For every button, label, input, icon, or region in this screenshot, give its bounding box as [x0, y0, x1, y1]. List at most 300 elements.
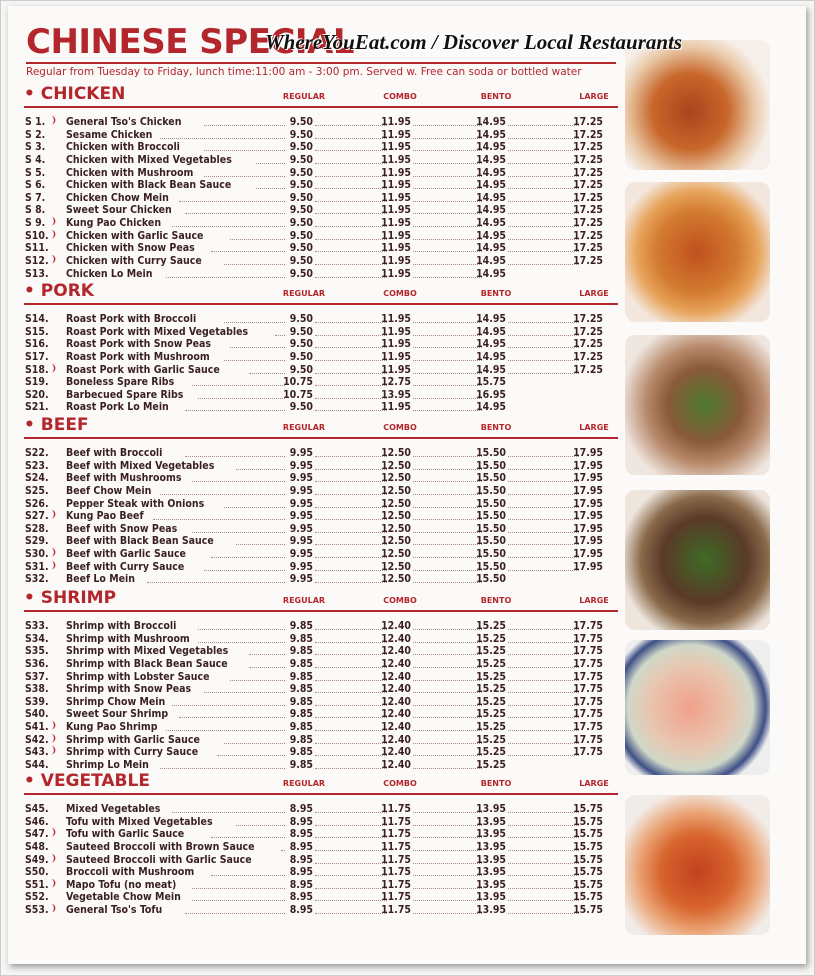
item-name: Pepper Steak with Onions [66, 497, 205, 510]
menu-item [24, 561, 618, 574]
item-name: Vegetable Chow Mein [66, 891, 181, 904]
menu-section [24, 86, 618, 280]
menu-item [24, 879, 618, 892]
item-code: S26. [25, 497, 49, 510]
price-regular: 9.50 [289, 153, 313, 166]
price-regular: 9.85 [289, 695, 313, 708]
spicy-icon: ❩ [50, 255, 57, 266]
price-combo: 11.75 [381, 828, 411, 841]
section-title: • SHRIMP [24, 588, 117, 608]
price-bento: 14.95 [476, 338, 506, 351]
watermark: WhereYouEat.com / Discover Local Restaurants [265, 30, 683, 54]
menu-item [24, 472, 618, 485]
price-regular: 9.85 [289, 746, 313, 759]
item-name: Roast Pork with Garlic Sauce [66, 363, 220, 376]
price-combo: 12.40 [381, 620, 411, 632]
menu-item [24, 696, 618, 709]
item-name: Beef with Snow Peas [66, 522, 178, 535]
item-code: S 3. [25, 141, 46, 154]
price-bento: 14.95 [476, 242, 506, 255]
column-header-regular: REGULAR [282, 596, 326, 605]
menu-item [24, 116, 618, 129]
price-bento: 13.95 [476, 904, 506, 917]
subtitle: Regular from Tuesday to Friday, lunch time:11:00 am - 3:00 pm. Served w. Free can soda or bottled water [26, 66, 582, 78]
price-large: 15.75 [573, 815, 603, 828]
price-combo: 11.95 [381, 153, 411, 166]
item-name: General Tso's Chicken [66, 116, 182, 128]
price-bento: 15.50 [476, 484, 506, 497]
price-combo: 12.50 [381, 548, 411, 561]
price-regular: 9.50 [289, 267, 313, 280]
menu-item [24, 803, 618, 816]
price-large: 17.25 [573, 242, 603, 255]
item-code: S22. [25, 447, 49, 459]
item-code: S10. [25, 229, 49, 242]
price-regular: 9.95 [289, 510, 313, 523]
item-name: Tofu with Mixed Vegetables [66, 815, 213, 828]
item-name: Shrimp Chow Mein [66, 695, 166, 708]
item-name: Shrimp with Snow Peas [66, 683, 192, 696]
price-regular: 8.95 [289, 840, 313, 853]
price-regular: 9.85 [289, 632, 313, 645]
price-bento: 14.95 [476, 325, 506, 338]
price-large: 17.75 [573, 683, 603, 696]
price-combo: 11.75 [381, 891, 411, 904]
price-large: 15.75 [573, 878, 603, 891]
item-code: S53. [25, 904, 49, 917]
item-name: Chicken with Mushroom [66, 166, 194, 179]
item-name: General Tso's Tofu [66, 904, 163, 917]
price-large: 17.25 [573, 166, 603, 179]
item-code: S16. [25, 338, 49, 351]
menu-item [24, 141, 618, 154]
menu-item [24, 573, 618, 586]
price-regular: 8.95 [289, 866, 313, 879]
price-combo: 12.40 [381, 759, 411, 772]
menu-item [24, 721, 618, 734]
item-code: S11. [25, 242, 49, 255]
photo-general-tsos-chicken [625, 40, 770, 170]
price-large: 17.25 [573, 325, 603, 338]
column-header-combo: COMBO [383, 596, 417, 605]
price-large: 15.75 [573, 866, 603, 879]
price-bento: 14.95 [476, 313, 506, 325]
spicy-icon: ❩ [50, 548, 57, 559]
price-large: 17.75 [573, 657, 603, 670]
item-code: S24. [25, 472, 49, 485]
section-title: • VEGETABLE [24, 771, 150, 791]
item-code: S47. [25, 828, 49, 841]
item-name: Shrimp with Garlic Sauce [66, 733, 200, 746]
item-name: Chicken with Mixed Vegetables [66, 153, 232, 166]
price-bento: 14.95 [476, 267, 506, 280]
item-code: S51. [25, 878, 49, 891]
item-name: Chicken Chow Mein [66, 191, 169, 204]
item-code: S18. [25, 363, 49, 376]
item-name: Beef with Broccoli [66, 447, 163, 459]
price-combo: 11.95 [381, 128, 411, 141]
column-header-combo: COMBO [383, 779, 417, 788]
price-combo: 12.50 [381, 522, 411, 535]
item-code: S30. [25, 548, 49, 561]
item-name: Sweet Sour Chicken [66, 204, 172, 217]
photo-shrimp [625, 640, 770, 775]
item-name: Beef Lo Mein [66, 573, 135, 586]
price-regular: 9.85 [289, 657, 313, 670]
price-bento: 15.50 [476, 459, 506, 472]
price-bento: 15.50 [476, 447, 506, 459]
price-regular: 8.95 [289, 904, 313, 917]
price-large: 15.75 [573, 840, 603, 853]
photo-beef-broccoli [625, 490, 770, 630]
menu-item [24, 242, 618, 255]
menu-item [24, 866, 618, 879]
price-combo: 12.50 [381, 573, 411, 586]
price-large: 17.25 [573, 153, 603, 166]
item-name: Roast Pork with Broccoli [66, 313, 197, 325]
price-combo: 12.40 [381, 632, 411, 645]
price-large: 17.95 [573, 548, 603, 561]
price-regular: 9.50 [289, 217, 313, 230]
item-code: S14. [25, 313, 49, 325]
price-combo: 13.95 [381, 388, 411, 401]
menu-item [24, 498, 618, 511]
price-bento: 15.50 [476, 573, 506, 586]
price-regular: 9.50 [289, 204, 313, 217]
menu-item [24, 854, 618, 867]
price-regular: 9.50 [289, 242, 313, 255]
price-bento: 15.25 [476, 645, 506, 658]
menu-item [24, 268, 618, 281]
menu-item [24, 683, 618, 696]
spicy-icon: ❩ [50, 229, 57, 240]
menu-item [24, 364, 618, 377]
column-header-regular: REGULAR [282, 92, 326, 101]
price-bento: 15.50 [476, 497, 506, 510]
price-combo: 12.40 [381, 721, 411, 734]
item-name: Sauteed Broccoli with Garlic Sauce [66, 853, 252, 866]
item-code: S32. [25, 573, 49, 586]
menu-item [24, 841, 618, 854]
menu-item [24, 708, 618, 721]
price-bento: 14.95 [476, 116, 506, 128]
price-combo: 12.50 [381, 497, 411, 510]
price-regular: 9.50 [289, 179, 313, 192]
price-large: 17.25 [573, 350, 603, 363]
price-bento: 15.25 [476, 708, 506, 721]
price-large: 17.25 [573, 204, 603, 217]
price-bento: 15.25 [476, 746, 506, 759]
column-header-bento: BENTO [480, 289, 512, 298]
price-regular: 9.85 [289, 721, 313, 734]
price-bento: 13.95 [476, 891, 506, 904]
price-regular: 9.85 [289, 759, 313, 772]
column-header-large: LARGE [579, 289, 609, 298]
price-bento: 14.95 [476, 179, 506, 192]
item-name: Chicken with Curry Sauce [66, 255, 202, 268]
photo-orange-chicken [625, 182, 770, 322]
item-name: Chicken Lo Mein [66, 267, 153, 280]
spicy-icon: ❩ [50, 560, 57, 571]
menu-item [24, 179, 618, 192]
item-code: S52. [25, 891, 49, 904]
section-header [24, 773, 618, 795]
price-bento: 13.95 [476, 803, 506, 815]
price-large: 17.75 [573, 695, 603, 708]
item-name: Chicken with Snow Peas [66, 242, 195, 255]
price-regular: 9.50 [289, 116, 313, 128]
price-regular: 9.95 [289, 497, 313, 510]
item-code: S 6. [25, 179, 46, 192]
menu-item [24, 734, 618, 747]
price-bento: 14.95 [476, 401, 506, 414]
spicy-icon: ❩ [50, 721, 57, 732]
item-code: S35. [25, 645, 49, 658]
price-bento: 14.95 [476, 229, 506, 242]
column-header-bento: BENTO [480, 779, 512, 788]
price-bento: 15.75 [476, 376, 506, 389]
price-bento: 15.25 [476, 620, 506, 632]
column-header-bento: BENTO [480, 92, 512, 101]
menu-section [24, 773, 618, 917]
item-name: Mixed Vegetables [66, 803, 161, 815]
spicy-icon: ❩ [50, 853, 57, 864]
menu-item [24, 645, 618, 658]
photo-mapo-tofu [625, 795, 770, 935]
column-header-regular: REGULAR [282, 423, 326, 432]
spicy-icon: ❩ [50, 746, 57, 757]
price-regular: 9.95 [289, 459, 313, 472]
menu-item [24, 828, 618, 841]
price-large: 15.75 [573, 853, 603, 866]
menu-item [24, 192, 618, 205]
price-bento: 15.25 [476, 759, 506, 772]
price-combo: 11.95 [381, 229, 411, 242]
menu-item [24, 759, 618, 772]
price-large: 17.75 [573, 620, 603, 632]
item-name: Roast Pork with Mushroom [66, 350, 210, 363]
price-large: 15.75 [573, 828, 603, 841]
item-name: Tofu with Garlic Sauce [66, 828, 185, 841]
price-combo: 12.50 [381, 484, 411, 497]
price-bento: 15.50 [476, 510, 506, 523]
section-header [24, 590, 618, 612]
price-regular: 10.75 [283, 376, 313, 389]
item-code: S27. [25, 510, 49, 523]
price-large: 17.25 [573, 179, 603, 192]
section-title: • CHICKEN [24, 84, 126, 104]
section-title: • BEEF [24, 415, 89, 435]
price-large: 17.75 [573, 746, 603, 759]
price-large: 17.25 [573, 217, 603, 230]
price-regular: 8.95 [289, 853, 313, 866]
price-combo: 12.50 [381, 447, 411, 459]
item-code: S 8. [25, 204, 46, 217]
price-combo: 11.95 [381, 401, 411, 414]
price-combo: 11.95 [381, 313, 411, 325]
item-code: S19. [25, 376, 49, 389]
item-name: Kung Pao Chicken [66, 217, 162, 230]
price-regular: 9.85 [289, 683, 313, 696]
menu-item [24, 154, 618, 167]
section-title: • PORK [24, 281, 94, 301]
price-combo: 12.50 [381, 459, 411, 472]
price-regular: 9.50 [289, 350, 313, 363]
price-large: 17.25 [573, 191, 603, 204]
menu-section [24, 283, 618, 414]
price-bento: 14.95 [476, 128, 506, 141]
price-combo: 11.95 [381, 191, 411, 204]
price-bento: 15.50 [476, 548, 506, 561]
item-name: Kung Pao Beef [66, 510, 144, 523]
item-name: Roast Pork with Snow Peas [66, 338, 212, 351]
price-large: 17.95 [573, 472, 603, 485]
price-bento: 14.95 [476, 217, 506, 230]
item-code: S29. [25, 535, 49, 548]
section-header [24, 86, 618, 108]
item-code: S49. [25, 853, 49, 866]
price-bento: 15.25 [476, 733, 506, 746]
price-large: 17.95 [573, 447, 603, 459]
price-large: 17.25 [573, 313, 603, 325]
price-combo: 12.40 [381, 683, 411, 696]
price-combo: 11.95 [381, 242, 411, 255]
menu-item [24, 389, 618, 402]
price-combo: 11.95 [381, 338, 411, 351]
item-name: Beef with Mixed Vegetables [66, 459, 215, 472]
menu-item [24, 376, 618, 389]
item-name: Sauteed Broccoli with Brown Sauce [66, 840, 255, 853]
price-large: 17.75 [573, 632, 603, 645]
price-large: 17.95 [573, 560, 603, 573]
menu-item [24, 338, 618, 351]
price-combo: 11.95 [381, 179, 411, 192]
price-large: 17.95 [573, 484, 603, 497]
column-header-combo: COMBO [383, 92, 417, 101]
menu-item [24, 204, 618, 217]
price-large: 17.25 [573, 229, 603, 242]
item-name: Shrimp with Mixed Vegetables [66, 645, 229, 658]
price-combo: 11.75 [381, 815, 411, 828]
menu-item [24, 255, 618, 268]
menu-section [24, 590, 618, 772]
spicy-icon: ❩ [50, 733, 57, 744]
price-large: 17.25 [573, 363, 603, 376]
price-combo: 12.40 [381, 695, 411, 708]
column-header-bento: BENTO [480, 596, 512, 605]
price-regular: 9.50 [289, 128, 313, 141]
price-regular: 9.95 [289, 560, 313, 573]
column-header-large: LARGE [579, 92, 609, 101]
item-code: S25. [25, 484, 49, 497]
price-bento: 15.25 [476, 721, 506, 734]
menu-item [24, 460, 618, 473]
price-regular: 8.95 [289, 803, 313, 815]
section-header [24, 417, 618, 439]
price-combo: 12.75 [381, 376, 411, 389]
item-name: Beef Chow Mein [66, 484, 152, 497]
section-header [24, 283, 618, 305]
menu-item [24, 401, 618, 414]
price-regular: 9.50 [289, 141, 313, 154]
price-bento: 15.50 [476, 522, 506, 535]
price-combo: 12.40 [381, 708, 411, 721]
price-bento: 14.95 [476, 255, 506, 268]
item-name: Shrimp with Curry Sauce [66, 746, 199, 759]
menu-item [24, 671, 618, 684]
item-name: Broccoli with Mushroom [66, 866, 195, 879]
item-code: S12. [25, 255, 49, 268]
price-large: 17.25 [573, 141, 603, 154]
item-name: Chicken with Garlic Sauce [66, 229, 204, 242]
menu-item [24, 447, 618, 460]
menu-item [24, 510, 618, 523]
price-bento: 14.95 [476, 166, 506, 179]
item-name: Beef with Garlic Sauce [66, 548, 186, 561]
item-code: S38. [25, 683, 49, 696]
price-bento: 15.25 [476, 695, 506, 708]
item-name: Beef with Curry Sauce [66, 560, 185, 573]
menu-item [24, 548, 618, 561]
price-regular: 9.85 [289, 733, 313, 746]
price-regular: 9.85 [289, 708, 313, 721]
price-bento: 15.25 [476, 670, 506, 683]
item-code: S31. [25, 560, 49, 573]
spicy-icon: ❩ [50, 116, 57, 126]
price-regular: 8.95 [289, 828, 313, 841]
price-bento: 13.95 [476, 815, 506, 828]
item-name: Chicken with Black Bean Sauce [66, 179, 232, 192]
item-name: Roast Pork Lo Mein [66, 401, 169, 414]
price-large: 17.95 [573, 497, 603, 510]
item-code: S 4. [25, 153, 46, 166]
price-combo: 11.75 [381, 904, 411, 917]
menu-item [24, 535, 618, 548]
price-large: 15.75 [573, 803, 603, 815]
price-large: 17.25 [573, 128, 603, 141]
price-combo: 11.75 [381, 878, 411, 891]
item-code: S 9. [25, 217, 46, 230]
price-combo: 11.75 [381, 866, 411, 879]
price-combo: 11.95 [381, 204, 411, 217]
price-bento: 13.95 [476, 840, 506, 853]
divider [26, 62, 616, 64]
item-code: S44. [25, 759, 49, 772]
price-combo: 11.95 [381, 141, 411, 154]
menu-item [24, 351, 618, 364]
price-combo: 11.95 [381, 116, 411, 128]
spicy-icon: ❩ [50, 878, 57, 889]
price-regular: 9.50 [289, 325, 313, 338]
price-combo: 11.95 [381, 267, 411, 280]
price-combo: 12.50 [381, 560, 411, 573]
price-bento: 14.95 [476, 141, 506, 154]
item-name: Shrimp with Broccoli [66, 620, 177, 632]
item-name: Beef with Black Bean Sauce [66, 535, 214, 548]
price-combo: 12.40 [381, 657, 411, 670]
price-regular: 10.75 [283, 388, 313, 401]
item-code: S50. [25, 866, 49, 879]
item-name: Chicken with Broccoli [66, 141, 180, 154]
item-name: Shrimp with Mushroom [66, 632, 190, 645]
price-regular: 9.50 [289, 313, 313, 325]
price-combo: 11.75 [381, 840, 411, 853]
menu-item [24, 230, 618, 243]
item-code: S34. [25, 632, 49, 645]
price-bento: 16.95 [476, 388, 506, 401]
menu-item [24, 633, 618, 646]
price-regular: 9.50 [289, 229, 313, 242]
